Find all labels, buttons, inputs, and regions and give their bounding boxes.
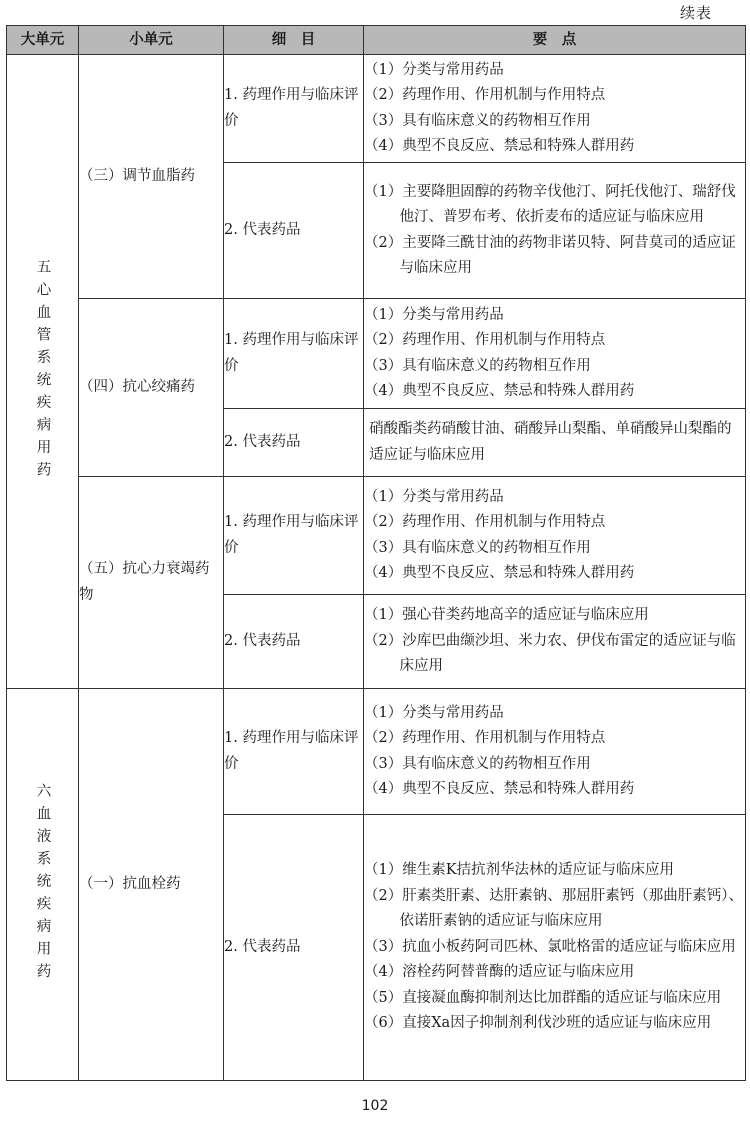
points-cell [364, 815, 746, 1081]
point-item: （5）直接凝血酶抑制剂达比加群酯的适应证与临床应用 [364, 989, 722, 1006]
points-cell [364, 163, 746, 299]
point-item: （6）直接Ⅹa因子抑制剂利伐沙班的适应证与临床应用 [364, 1015, 712, 1032]
detail-cell: 1. 药理作用与临床评价 [224, 477, 364, 595]
point-item: （4）典型不良反应、禁忌和特殊人群用药 [364, 383, 635, 399]
detail-cell: 2. 代表药品 [224, 815, 364, 1081]
table-row [7, 689, 746, 815]
detail-cell: 1. 药理作用与临床评价 [224, 55, 364, 163]
header-big-unit: 大单元 [7, 26, 79, 55]
page-number: 102 [361, 1098, 389, 1114]
point-item: （2）主要降三酰甘油的药物非诺贝特、阿昔莫司的适应证与临床应用 [364, 234, 736, 276]
point-item: （2）药理作用、作用机制与作用特点 [364, 87, 606, 103]
small-unit-cell: （一）抗血栓药 [79, 689, 224, 1081]
syllabus-table [6, 25, 746, 1081]
header-points: 要 点 [364, 26, 746, 55]
point-item: （4）典型不良反应、禁忌和特殊人群用药 [364, 565, 635, 581]
small-unit-cell: （五）抗心力衰竭药物 [79, 477, 224, 689]
points-cell [364, 689, 746, 815]
point-item: （1）分类与常用药品 [364, 61, 504, 78]
point-item: （1）分类与常用药品 [364, 488, 504, 505]
point-item: （3）抗血小板药阿司匹林、氯吡格雷的适应证与临床应用 [364, 938, 736, 955]
table-row [7, 299, 746, 409]
points-cell [364, 409, 746, 477]
detail-cell: 2. 代表药品 [224, 409, 364, 477]
point-item: （2）药理作用、作用机制与作用特点 [364, 332, 606, 348]
point-item: （1）分类与常用药品 [364, 306, 504, 323]
detail-cell: 1. 药理作用与临床评价 [224, 299, 364, 409]
header-detail: 细 目 [224, 26, 364, 55]
point-item: （4）典型不良反应、禁忌和特殊人群用药 [364, 781, 635, 797]
points-cell [364, 55, 746, 163]
point-item: （1）分类与常用药品 [364, 704, 504, 721]
point-item: （3）具有临床意义的药物相互作用 [364, 539, 591, 556]
point-item: （3）具有临床意义的药物相互作用 [364, 357, 591, 374]
point-item: 硝酸酯类药硝酸甘油、硝酸异山梨酯、单硝酸异山梨酯的适应证与临床应用 [369, 421, 732, 463]
point-item: （4）典型不良反应、禁忌和特殊人群用药 [364, 138, 635, 154]
big-unit-cell: 六血液系统疾病用药 [7, 689, 79, 1081]
small-unit-cell: （四）抗心绞痛药 [79, 299, 224, 477]
header-small-unit: 小单元 [79, 26, 224, 55]
point-item: （4）溶栓药阿替普酶的适应证与临床应用 [364, 964, 635, 981]
big-unit-cell: 五心血管系统疾病用药 [7, 55, 79, 689]
points-cell [364, 477, 746, 595]
detail-cell: 2. 代表药品 [224, 595, 364, 689]
points-cell [364, 299, 746, 409]
header-row [7, 26, 746, 55]
point-item: （1）主要降胆固醇的药物辛伐他汀、阿托伐他汀、瑞舒伐他汀、普罗布考、依折麦布的适应证与临床应用 [364, 183, 736, 225]
table-row [7, 477, 746, 595]
points-cell [364, 595, 746, 689]
point-item: （2）药理作用、作用机制与作用特点 [364, 514, 606, 530]
small-unit-cell: （三）调节血脂药 [79, 55, 224, 299]
continued-label: 续表 [679, 4, 712, 22]
point-item: （3）具有临床意义的药物相互作用 [364, 755, 591, 772]
point-item: （1）维生素K拮抗剂华法林的适应证与临床应用 [364, 862, 675, 879]
point-item: （2）肝素类肝素、达肝素钠、那屈肝素钙（那曲肝素钙）、依诺肝素钠的适应证与临床应用 [364, 887, 743, 930]
point-item: （1）强心苷类药地高辛的适应证与临床应用 [364, 607, 649, 624]
point-item: （2）药理作用、作用机制与作用特点 [364, 730, 606, 746]
point-item: （2）沙库巴曲缬沙坦、米力农、伊伐布雷定的适应证与临床应用 [364, 632, 736, 675]
detail-cell: 2. 代表药品 [224, 163, 364, 299]
detail-cell: 1. 药理作用与临床评价 [224, 689, 364, 815]
point-item: （3）具有临床意义的药物相互作用 [364, 112, 591, 129]
table-row [7, 55, 746, 163]
